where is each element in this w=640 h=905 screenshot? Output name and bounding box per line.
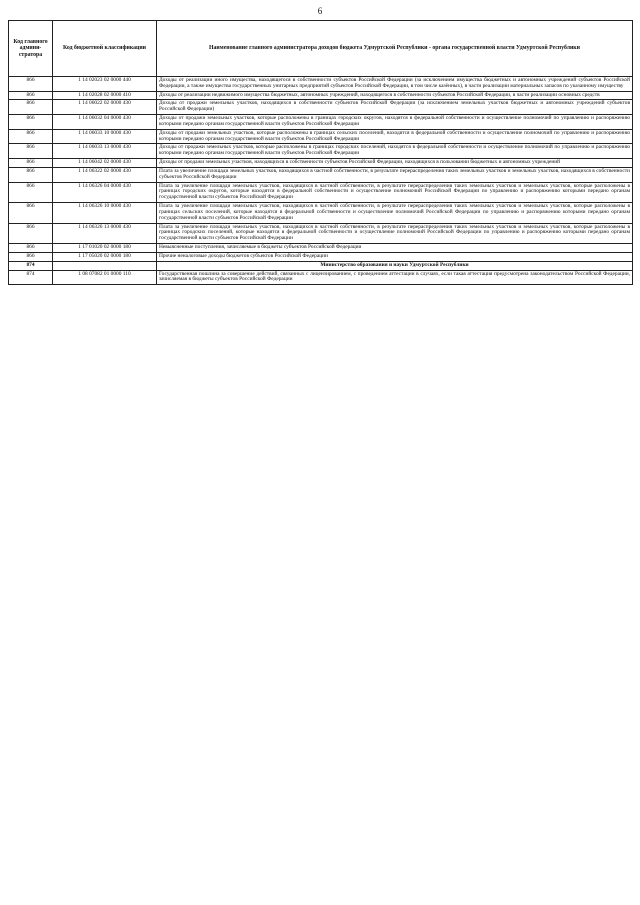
revenue-name-cell: Государственная пошлина за совершение действий, связанных с лицензированием, с проведением аттестации в случаях, если такая аттестация предусмотрена законодательством Российской Федерации, зачисляемая в бюджеты субъектов Российской Федерации [157, 270, 633, 285]
table-row [9, 144, 633, 159]
admin-code-cell: 866 [9, 167, 53, 182]
table-row [9, 270, 633, 285]
budget-code-cell: 1 14 02023 02 0000 440 [53, 77, 157, 92]
admin-code-cell: 874 [9, 270, 53, 285]
revenue-name-cell: Плата за увеличение площади земельных участков, находящихся в частной собственности, в результате перераспределения таких земельных участков и земельных участков, которые расположены в границах городских округов, которые находятся в федеральной собственности и осуществление полномочий Российской Федерации по управлению и распоряжению которыми передано органам государственной власти субъектов Российской Федерации [157, 182, 633, 202]
admin-code-cell: 866 [9, 203, 53, 223]
revenue-name-cell: Прочие неналоговые доходы бюджетов субъектов Российской Федерации [157, 252, 633, 261]
table-row [9, 223, 633, 243]
table-row [9, 129, 633, 144]
revenue-name-cell: Доходы от продажи земельных участков, которые расположены в границах сельских поселений, находятся в федеральной собственности и осуществление полномочий по управлению и распоряжению которыми передано органам государственной власти субъектов Российской Федерации [157, 129, 633, 144]
revenue-name-cell: Доходы от реализации недвижимого имущества бюджетных, автономных учреждений, находящегося в собственности субъектов Российской Федерации, в части реализации основных средств [157, 91, 633, 100]
admin-code-cell: 866 [9, 244, 53, 253]
table-row [9, 159, 633, 168]
budget-code-cell: 1 14 06326 13 0000 430 [53, 223, 157, 243]
admin-code-cell: 866 [9, 159, 53, 168]
budget-code-cell: 1 17 01020 02 0000 180 [53, 244, 157, 253]
section-row [9, 261, 633, 270]
admin-code-cell: 866 [9, 223, 53, 243]
admin-code-cell: 866 [9, 252, 53, 261]
revenue-name-cell: Плата за увеличение площади земельных участков, находящихся в частной собственности, в результате перераспределения таких земельных участков и земельных участков, которые расположены в границах сельских поселений, которые находятся в федеральной собственности и осуществление полномочий Российской Федерации по управлению и распоряжению которыми передано органам государственной власти субъектов Российской Федерации [157, 203, 633, 223]
budget-code-cell: 1 14 06033 13 0000 430 [53, 144, 157, 159]
budget-code-cell: 1 14 06032 04 0000 430 [53, 115, 157, 130]
budget-code-cell [53, 261, 157, 270]
admin-code-cell: 866 [9, 91, 53, 100]
admin-code-cell: 866 [9, 129, 53, 144]
admin-code-cell: 866 [9, 77, 53, 92]
table-row [9, 100, 633, 115]
table-row [9, 203, 633, 223]
revenue-name-cell: Плата за увеличение площади земельных участков, находящихся в частной собственности, в результате перераспределения таких земельных участков и земельных участков, которые расположены в границах городских поселений, которые находятся в федеральной собственности и осуществление полномочий Российской Федерации по управлению и распоряжению которыми передано органам государственной власти субъектов Российской Федерации [157, 223, 633, 243]
revenue-name-cell: Доходы от продажи земельных участков, которые расположены в границах городских округов, находятся в федеральной собственности и осуществление полномочий по управлению и распоряжению которыми передано органам государственной власти субъектов Российской Федерации [157, 115, 633, 130]
table-row [9, 91, 633, 100]
revenue-name-cell: Доходы от продажи земельных участков, которые расположены в границах городских поселений, находятся в федеральной собственности и осуществление полномочий по управлению и распоряжению которыми передано органам государственной власти субъектов Российской Федерации [157, 144, 633, 159]
header-admin-code: Код главного админи-стратора [9, 21, 53, 77]
revenue-name-cell: Доходы от продажи земельных участков, находящихся в собственности субъектов Российской Федерации, находящихся в пользовании бюджетных и автономных учреждений [157, 159, 633, 168]
revenue-administrators-table [8, 20, 633, 285]
admin-code-cell: 866 [9, 144, 53, 159]
budget-code-cell: 1 14 06033 10 0000 430 [53, 129, 157, 144]
budget-code-cell: 1 14 06042 02 0000 430 [53, 159, 157, 168]
table-body [9, 77, 633, 285]
revenue-name-cell: Плата за увеличение площади земельных участков, находящихся в частной собственности, в результате перераспределения таких земельных участков и земельных участков, находящихся в собственности субъектов Российской Федерации [157, 167, 633, 182]
budget-code-cell: 1 14 06326 10 0000 430 [53, 203, 157, 223]
header-name: Наименование главного администратора доходов бюджета Удмуртской Республики - органа государственной власти Удмуртской Республики [157, 21, 633, 77]
budget-code-cell: 1 08 07082 01 0000 110 [53, 270, 157, 285]
table-row [9, 182, 633, 202]
table-row [9, 167, 633, 182]
table-row [9, 244, 633, 253]
admin-code-cell: 866 [9, 182, 53, 202]
budget-code-cell: 1 17 05020 02 0000 180 [53, 252, 157, 261]
revenue-name-cell: Невыясненные поступления, зачисляемые в бюджеты субъектов Российской Федерации [157, 244, 633, 253]
admin-code-cell: 874 [9, 261, 53, 270]
table-row [9, 77, 633, 92]
revenue-name-cell: Доходы от реализации иного имущества, находящегося в собственности субъектов Российской Федерации (за исключением имущества бюджетных и автономных учреждений субъектов Российской Федерации, а также имущества государственных унитарных предприятий субъектов Российской Федерации, в том числе казённых), в части реализации материальных запасов по указанному имуществу [157, 77, 633, 92]
budget-code-cell: 1 14 06326 04 0000 430 [53, 182, 157, 202]
table-row [9, 252, 633, 261]
budget-code-cell: 1 14 02028 02 0000 410 [53, 91, 157, 100]
budget-code-cell: 1 14 06022 02 0000 430 [53, 100, 157, 115]
budget-code-cell: 1 14 06322 02 0000 430 [53, 167, 157, 182]
header-budget-code: Код бюджетной классификации [53, 21, 157, 77]
section-title-cell: Министерство образования и науки Удмуртской Республики [157, 261, 633, 270]
table-header-row [9, 21, 633, 77]
revenue-name-cell: Доходы от продажи земельных участков, находящихся в собственности субъектов Российской Федерации (за исключением земельных участков бюджетных и автономных учреждений субъектов Российской Федерации) [157, 100, 633, 115]
page-number: 6 [317, 6, 323, 16]
admin-code-cell: 866 [9, 115, 53, 130]
table-row [9, 115, 633, 130]
admin-code-cell: 866 [9, 100, 53, 115]
